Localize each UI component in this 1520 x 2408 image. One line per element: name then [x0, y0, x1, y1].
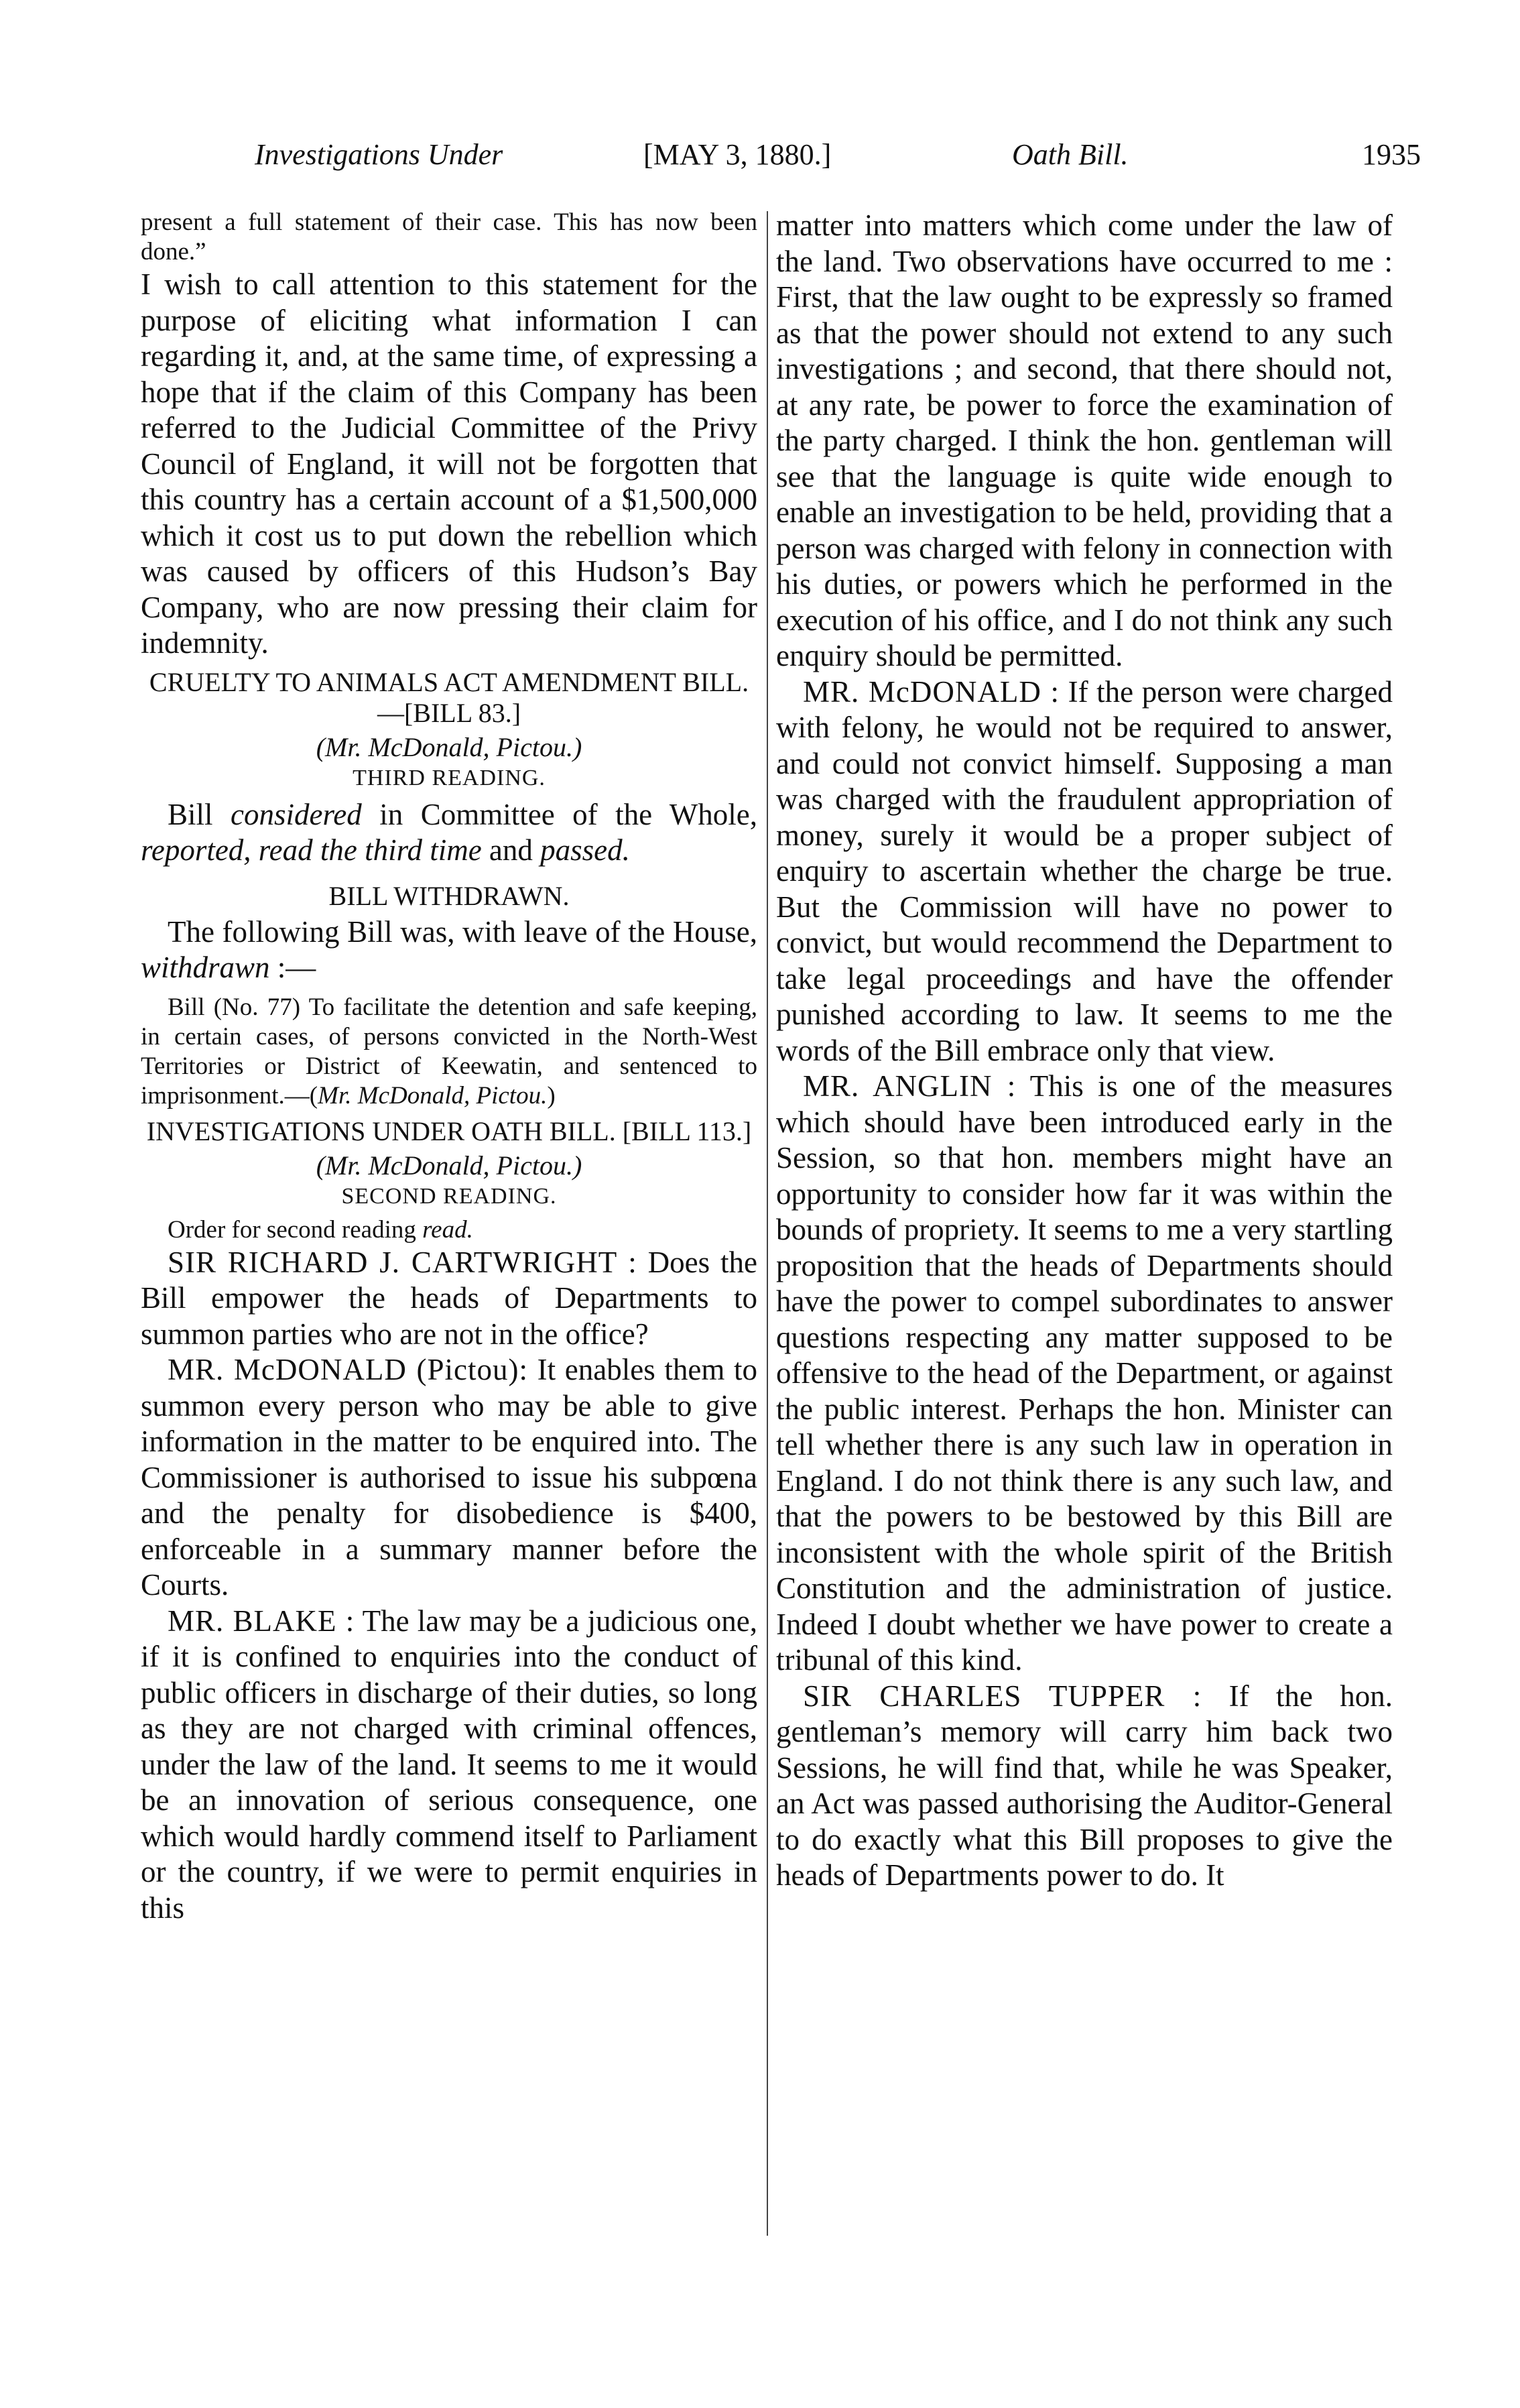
speech: MR. McDONALD : If the person were charged with felony, he would not be required to answer, and could not convict himself. Supposing a man was charged with the fraudulent appropriation of money, surely it would be a proper subject of enquiry to ascertain whether the charge be true. But the Commission will have no power to convict, but would recommend the Department to take legal proceedings and have the offender punished according to law. It seems to me the words of the Bill embrace only that view. — [776, 674, 1393, 1067]
paragraph: Bill considered in Committee of the Whole, reported, read the third time and passed. — [141, 797, 757, 867]
section-heading-withdrawn: BILL WITHDRAWN. — [328, 880, 570, 911]
section-heading-investigations: INVESTIGATIONS UNDER OATH BILL. [BILL 113.] — [146, 1116, 752, 1146]
column-divider — [767, 211, 768, 2236]
section-stage: THIRD READING. — [353, 765, 546, 790]
header-right-title: Oath Bill. — [1012, 138, 1129, 171]
section-heading-cruelty: CRUELTY TO ANIMALS ACT AMENDMENT BILL.—[BILL 83.] — [149, 666, 749, 728]
section-member: (Mr. McDonald, Pictou.) — [316, 1150, 582, 1181]
left-column — [141, 208, 757, 1926]
speech: SIR CHARLES TUPPER : If the hon. gentleman’s memory will carry him back two Sessions, he will find that, while he was Speaker, an Act was passed authorising the Auditor-General to do exactly what this Bill proposes to give the heads of Departments power to do. It — [776, 1679, 1393, 1892]
speaker: MR. McDONALD : — [803, 674, 1060, 709]
header-left-title: Investigations Under — [255, 138, 503, 171]
speaker: SIR RICHARD J. CARTWRIGHT : — [168, 1245, 637, 1279]
section-stage: SECOND READING. — [341, 1183, 557, 1209]
speaker: MR. BLAKE : — [168, 1604, 355, 1638]
paragraph: Order for second reading read. — [168, 1215, 473, 1244]
speaker: MR. ANGLIN : — [803, 1069, 1017, 1103]
paragraph: The following Bill was, with leave of the House, withdrawn :— — [141, 914, 757, 984]
section-member: (Mr. McDonald, Pictou.) — [316, 731, 582, 762]
paragraph: matter into matters which come under the law of the land. Two observations have occurred to me : First, that the law ought to be expressly so framed as that the power should not extend to any such investigations ; and second, that there should not, at any rate, be power to force the examination of the party charged. I think the hon. gentleman will see that the language is quite wide enough to enable an investigation to be held, providing that a person was charged with felony in connection with his duties, or powers which he performed in the execution of his office, and I do not think any such enquiry should be permitted. — [776, 208, 1393, 672]
header-date: [MAY 3, 1880.] — [643, 138, 832, 171]
paragraph: Bill (No. 77) To facilitate the detention and safe keeping, in certain cases, of persons convicted in the North-West Territories or District of Keewatin, and sentenced to imprisonment.—(Mr. McDonald, Pictou.) — [141, 993, 757, 1109]
page-number: 1935 — [1362, 138, 1421, 171]
paragraph: present a full statement of their case. This has now been done.” — [141, 208, 757, 265]
speech: MR. BLAKE : The law may be a judicious one, if it is confined to enquiries into the conduct of public officers in discharge of their duties, so long as they are not charged with criminal offences, under the law of the land. It seems to me it would be an innovation of serious consequence, one which would hardly commend itself to Parliament or the country, if we were to permit enquiries in this — [141, 1604, 757, 1925]
speaker: SIR CHARLES TUPPER : — [803, 1679, 1202, 1713]
paragraph: I wish to call attention to this statement for the purpose of eliciting what information I can regarding it, and, at the same time, of expressing a hope that if the claim of this Company has been referred to the Judicial Committee of the Privy Council of England, it will not be forgotten that this country has a certain account of a $1,500,000 which it cost us to put down the rebellion which was caused by officers of this Hudson’s Bay Company, who are now pressing their claim for indemnity. — [141, 267, 757, 660]
right-column — [776, 208, 1393, 1894]
running-header — [255, 137, 1421, 184]
speaker: MR. McDONALD (Pictou): — [168, 1353, 529, 1386]
speech: MR. ANGLIN : This is one of the measures which should have been introduced early in the Session, so that hon. members might have an opportunity to consider how far it was within the bounds of propriety. It seems to me a very startling proposition that the heads of Departments should have the power to compel subordinates to answer questions respecting any matter supposed to be offensive to the head of the Department, or against the public interest. Perhaps the hon. Minister can tell whether there is any such law in operation in England. I do not think there is any such law, and that the powers to be bestowed by this Bill are inconsistent with the whole spirit of the British Constitution and the administration of justice. Indeed I doubt whether we have power to create a tribunal of this kind. — [776, 1069, 1393, 1677]
speech: SIR RICHARD J. CARTWRIGHT : Does the Bill empower the heads of Departments to summon parties who are not in the office? — [141, 1245, 757, 1351]
speech: MR. McDONALD (Pictou): It enables them to summon every person who may be able to give information in the matter to be enquired into. The Commissioner is authorised to issue his subpœna and the penalty for disobedience is $400, enforceable in a summary manner before the Courts. — [141, 1353, 758, 1602]
